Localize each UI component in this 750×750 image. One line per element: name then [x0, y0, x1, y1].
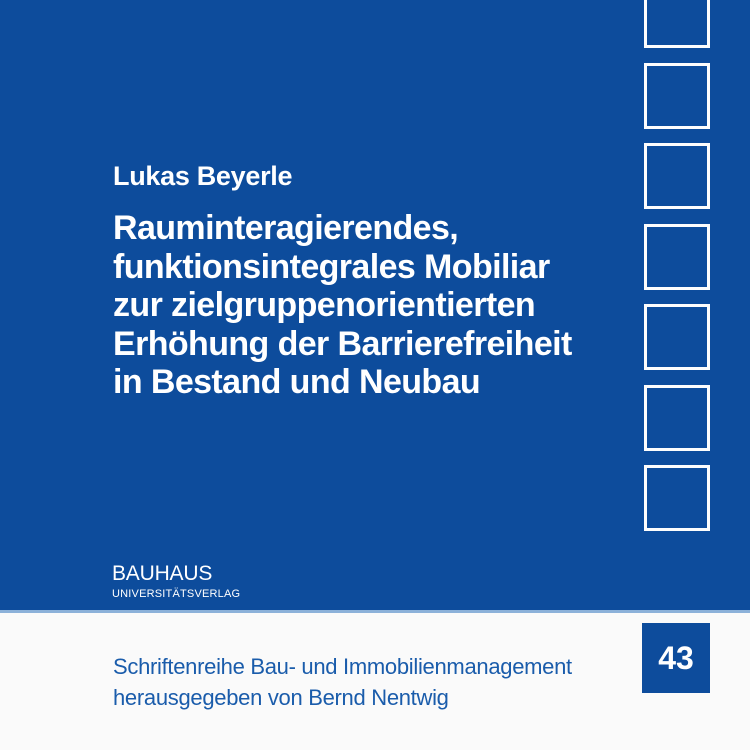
title-line: zur zielgruppenorientierten [113, 286, 536, 325]
series-editor: herausgegeben von Bernd Nentwig [113, 685, 449, 710]
decor-square [644, 224, 710, 290]
decor-square [644, 465, 710, 531]
publisher-name: BAUHAUS [112, 562, 213, 585]
publisher-subtitle: UNIVERSITÄTSVERLAG [112, 588, 241, 600]
decor-square [644, 385, 710, 451]
author-name: Lukas Beyerle [113, 161, 293, 191]
title-line: funktionsintegrales Mobiliar [113, 247, 550, 286]
series-title: Schriftenreihe Bau- und Immobilienmanagement [113, 654, 572, 679]
decor-square [644, 143, 710, 209]
title-line: Rauminteragierendes, [113, 209, 459, 247]
title-line: Erhöhung der Barrierefreiheit [113, 324, 572, 363]
series-info [113, 651, 572, 713]
volume-number-box [642, 623, 710, 693]
publisher-logo [112, 562, 240, 600]
decor-square [644, 0, 710, 48]
volume-number: 43 [658, 639, 694, 676]
book-title [113, 209, 572, 402]
title-line: in Bestand und Neubau [113, 363, 481, 402]
decor-square [644, 304, 710, 370]
decor-square [644, 63, 710, 129]
